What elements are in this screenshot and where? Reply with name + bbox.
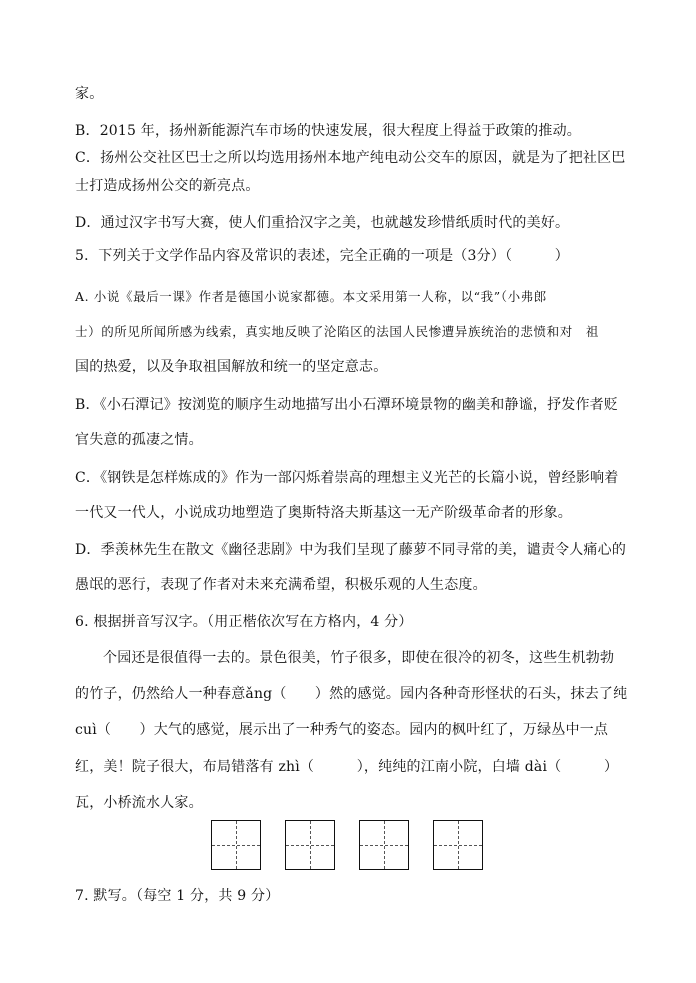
question-7-title: 7. 默写。（每空 1 分，共 9 分） — [75, 888, 280, 904]
writing-grid-box-3[interactable] — [359, 820, 409, 870]
text-line: 官失意的孤凄之情。 — [75, 432, 203, 448]
passage-line: cuì（ ）大气的感觉，展示出了一种秀气的姿态。园内的枫叶红了，万绿丛中一点 — [75, 722, 609, 738]
passage-line: 红，美！院子很大，布局错落有 zhì（ ），纯纯的江南小院，白墙 dài（ ） — [75, 759, 619, 775]
text-line: 士打造成扬州公交的新亮点。 — [75, 178, 260, 194]
writing-grid-box-4[interactable] — [433, 820, 483, 870]
option-a-5: A. 小说《最后一课》作者是德国小说家都德。本文采用第一人称，以“我”（小弗郎 — [75, 289, 547, 304]
question-6-title: 6. 根据拼音写汉字。（用正楷依次写在方格内，4 分） — [75, 614, 413, 630]
text-line: 士）的所见所闻所感为线索，真实地反映了沦陷区的法国人民惨遭异族统治的悲愤和对 祖 — [75, 324, 600, 339]
option-b-5: B．《小石潭记》按浏览的顺序生动地描写出小石潭环境景物的幽美和静谧，抒发作者贬 — [75, 397, 619, 413]
passage-line: 的竹子，仍然给人一种春意ǎng（ ）然的感觉。园内各种奇形怪状的石头，抹去了纯 — [75, 686, 628, 702]
text-line: 愚氓的恶行，表现了作者对未来充满希望，积极乐观的人生态度。 — [75, 577, 487, 593]
option-d-5: D．季羡林先生在散文《幽径悲剧》中为我们呈现了藤萝不同寻常的美，谴责令人痛心的 — [75, 542, 627, 558]
question-5-title: 5．下列关于文学作品内容及常识的表述，完全正确的一项是（3分）（ ） — [75, 248, 570, 264]
writing-grid-box-2[interactable] — [285, 820, 335, 870]
text-line: 国的热爱，以及争取祖国解放和统一的坚定意志。 — [75, 359, 388, 375]
passage-line: 瓦，小桥流水人家。 — [75, 795, 203, 811]
option-c-4: C．扬州公交社区巴士之所以均选用扬州本地产纯电动公交车的原因，就是为了把社区巴 — [75, 150, 626, 166]
option-b-4: B．2015 年，扬州新能源汽车市场的快速发展，很大程度上得益于政策的推动。 — [75, 123, 581, 139]
text-line: 家。 — [75, 86, 104, 102]
passage-line: 个园还是很值得一去的。景色很美，竹子很多，即使在很冷的初冬，这些生机勃勃 — [103, 650, 615, 666]
text-line: 一代又一代人，小说成功地塑造了奥斯特洛夫斯基这一无产阶级革命者的形象。 — [75, 505, 572, 521]
writing-grid-box-1[interactable] — [211, 820, 261, 870]
option-d-4: D．通过汉字书写大赛，使人们重拾汉字之美，也就越发珍惜纸质时代的美好。 — [75, 215, 570, 231]
option-c-5: C．《钢铁是怎样炼成的》作为一部闪烁着崇高的理想主义光芒的长篇小说，曾经影响着 — [75, 470, 619, 486]
